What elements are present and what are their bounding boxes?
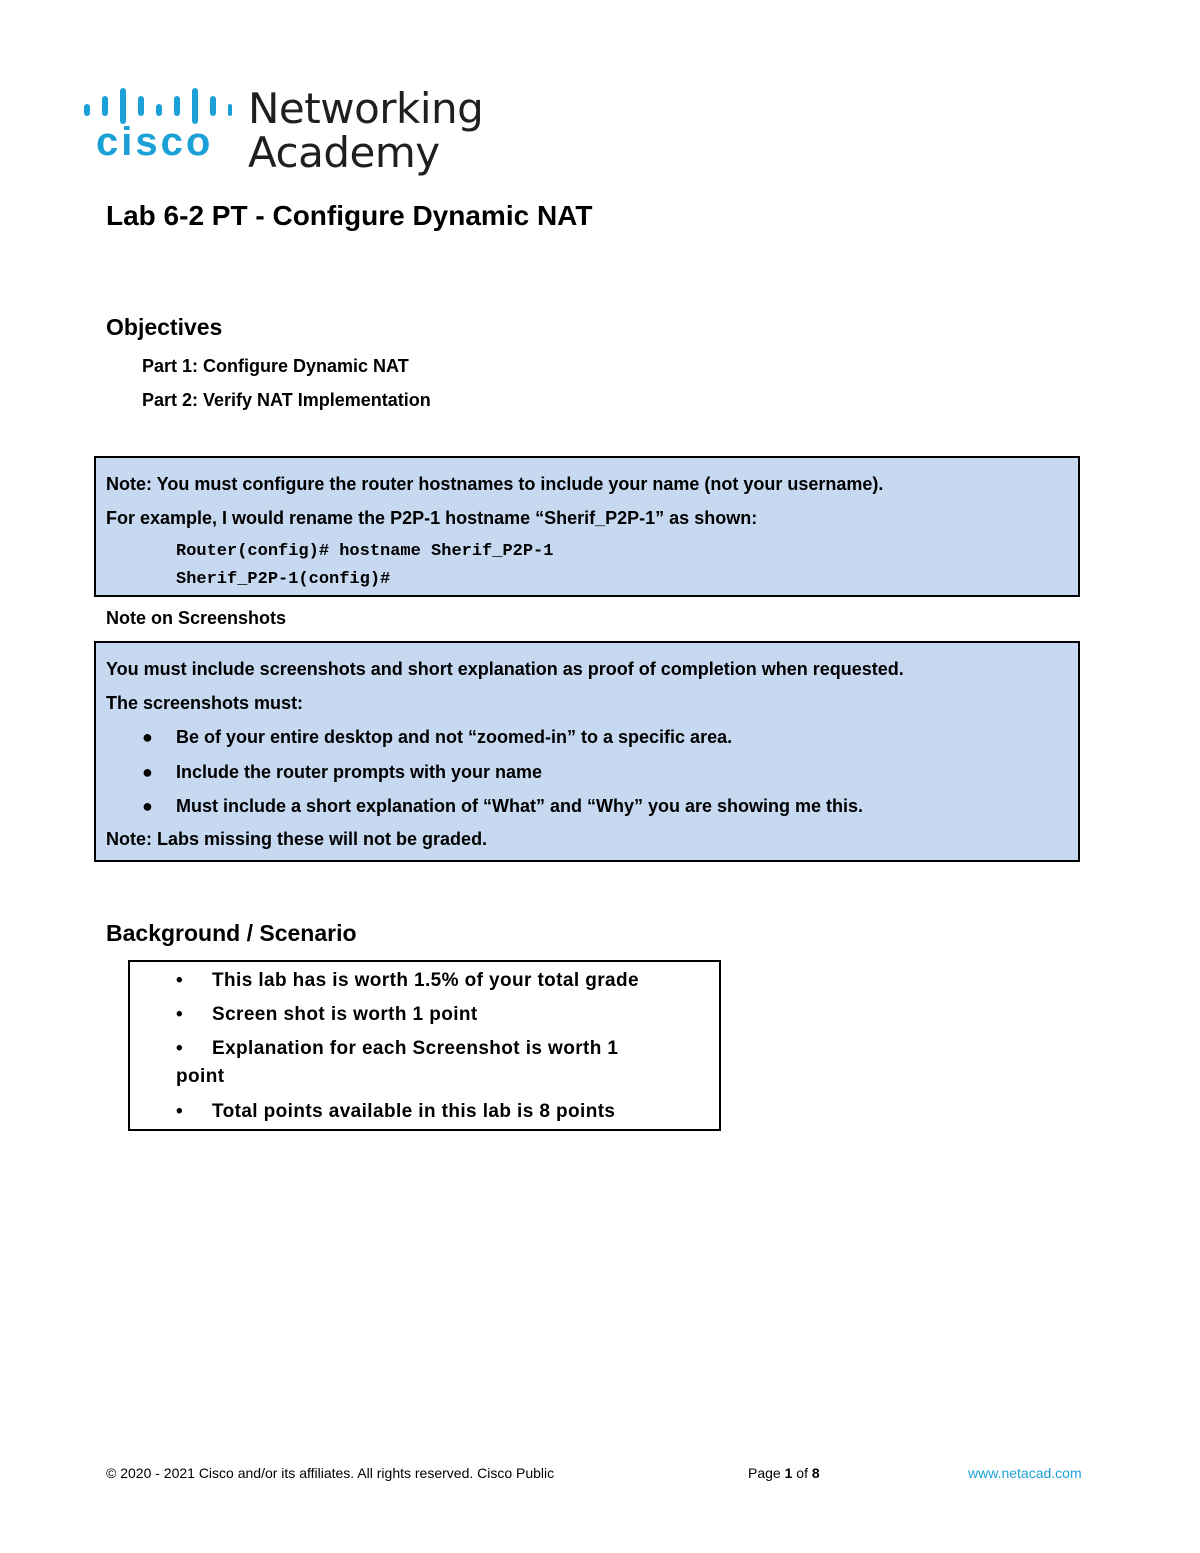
list-item bbox=[176, 1101, 615, 1123]
bullet-icon: ● bbox=[142, 762, 153, 782]
netacad-link[interactable]: www.netacad.com bbox=[968, 1465, 1082, 1481]
list-item-text: Screen shot is worth 1 point bbox=[212, 1004, 478, 1025]
list-item-continuation: point bbox=[176, 1066, 225, 1087]
list-item-text: Must include a short explanation of “What” and “Why” you are showing me this. bbox=[176, 796, 864, 816]
footer-page-number bbox=[748, 1465, 820, 1481]
page-prefix: Page bbox=[748, 1465, 785, 1481]
logo-networking-text: Networking bbox=[248, 84, 484, 133]
bullet-icon: • bbox=[176, 1004, 184, 1025]
page-title: Lab 6-2 PT - Configure Dynamic NAT bbox=[106, 200, 593, 231]
footer-copyright: © 2020 - 2021 Cisco and/or its affiliates. All rights reserved. Cisco Public bbox=[106, 1465, 555, 1481]
list-item-text: Total points available in this lab is 8 points bbox=[212, 1101, 616, 1122]
page-of: of bbox=[792, 1465, 812, 1481]
code-line: Router(config)# hostname Sherif_P2P-1 bbox=[176, 542, 554, 561]
objective-item: Part 2: Verify NAT Implementation bbox=[142, 390, 431, 410]
screenshot-requirements-box bbox=[94, 641, 1080, 862]
screenshot-note-label: Note on Screenshots bbox=[106, 608, 287, 628]
list-item-text: This lab has is worth 1.5% of your total grade bbox=[212, 970, 639, 991]
bullet-icon: • bbox=[176, 1038, 184, 1059]
objective-item: Part 1: Configure Dynamic NAT bbox=[142, 356, 409, 376]
list-item bbox=[176, 970, 639, 992]
list-item bbox=[142, 796, 863, 817]
grading-box bbox=[128, 960, 721, 1131]
list-item bbox=[142, 762, 542, 783]
list-item bbox=[176, 1038, 618, 1060]
list-item bbox=[142, 727, 732, 748]
list-item-text: Include the router prompts with your name bbox=[176, 762, 543, 782]
cisco-wordmark: cisco bbox=[96, 120, 214, 164]
note-line: For example, I would rename the P2P-1 hostname “Sherif_P2P-1” as shown: bbox=[106, 508, 758, 528]
page-total: 8 bbox=[811, 1465, 820, 1481]
bullet-icon: ● bbox=[142, 796, 153, 816]
cisco-networking-academy-logo bbox=[82, 86, 482, 182]
code-line: Sherif_P2P-1(config)# bbox=[176, 570, 391, 589]
list-item bbox=[176, 1004, 478, 1026]
list-item-text: Explanation for each Screenshot is worth 1 bbox=[212, 1038, 619, 1059]
note-line: The screenshots must: bbox=[106, 693, 304, 713]
bullet-icon: • bbox=[176, 970, 184, 991]
note-line: You must include screenshots and short explanation as proof of completion when requested. bbox=[106, 659, 904, 679]
background-heading: Background / Scenario bbox=[106, 920, 357, 946]
note-line: Note: Labs missing these will not be graded. bbox=[106, 829, 488, 849]
bullet-icon: ● bbox=[142, 727, 153, 747]
note-line: Note: You must configure the router hostnames to include your name (not your username). bbox=[106, 474, 884, 494]
bullet-icon: • bbox=[176, 1101, 184, 1122]
list-item-text: Be of your entire desktop and not “zoomed-in” to a specific area. bbox=[176, 727, 733, 747]
hostname-note-box bbox=[94, 456, 1080, 597]
objectives-heading: Objectives bbox=[106, 314, 223, 340]
logo-academy-text: Academy bbox=[248, 128, 440, 177]
page-current: 1 bbox=[784, 1465, 793, 1481]
